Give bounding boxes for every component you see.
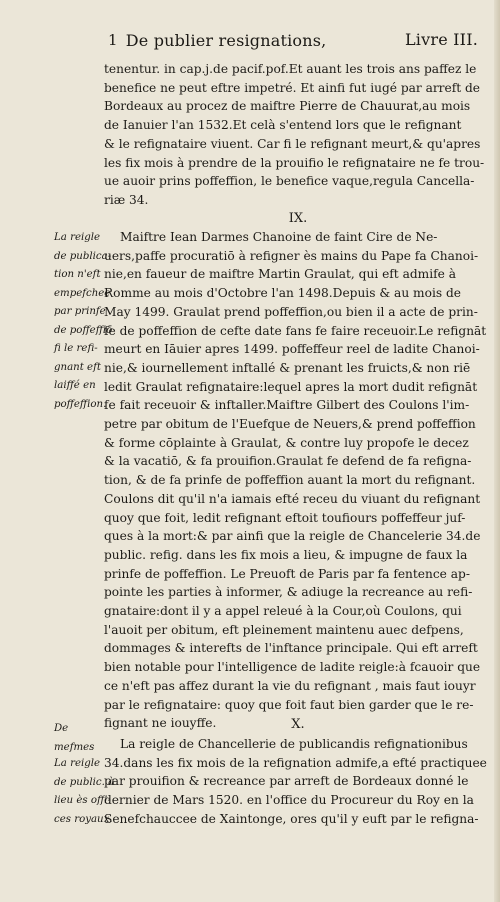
margin-note-line: gnant eft xyxy=(54,361,101,373)
margin-note-ix xyxy=(54,229,113,414)
text-line: May 1499. Graulat prend poffeffion,ou bien il a acte de prin- xyxy=(104,304,478,319)
text-line: nie,en faueur de maiftre Martin Graulat, qui eft admife à xyxy=(104,267,456,282)
section-number-ix: IX. xyxy=(288,211,308,226)
margin-note-line: poffeffion. xyxy=(54,398,107,410)
running-title: De publier resignations, xyxy=(125,31,327,50)
text-line: riæ 34. xyxy=(104,192,149,207)
text-line: pointe les parties à informer, & adiuge la recreance au refi- xyxy=(104,585,473,600)
margin-note-line: La reigle xyxy=(54,232,101,243)
book-number: Livre III. xyxy=(404,30,478,49)
text-line: fignant ne iouyffe. xyxy=(104,716,217,731)
text-line: La reigle de Chancellerie de publicandis refignationibus xyxy=(120,737,468,751)
text-line: petre par obitum de l'Euefque de Neuers,& prend poffeffion xyxy=(104,417,476,432)
margin-note-line: empefchee xyxy=(54,287,111,299)
section-number-x: X. xyxy=(291,717,305,732)
text-line: tenentur. in cap.j.de pacif.pof.Et auant les trois ans paffez le xyxy=(104,62,477,76)
margin-note-line: lieu ès offi- xyxy=(54,795,111,806)
text-line: l'auoit per obitum, eft pleinement maintenu auec defpens, xyxy=(104,622,464,637)
margin-note-line: fi le refi- xyxy=(54,343,98,354)
text-line: par le refignataire: quoy que foit faut bien garder que le re- xyxy=(104,697,474,712)
text-line: ledit Graulat refignataire:lequel apres la mort dudit refignāt xyxy=(104,379,478,394)
text-block-continuation xyxy=(104,60,492,210)
text-line: fe de poffeffion de cefte date fans fe faire receuoir.Le refignāt xyxy=(104,323,487,338)
text-line: tion, & de fa prinfe de poffeffion auant la mort du refignant. xyxy=(104,473,476,488)
text-block-section-ix xyxy=(104,228,492,733)
text-line: gnataire:dont il y a appel releué à la Cour,où Coulons, qui xyxy=(104,604,462,619)
text-block-section-x xyxy=(104,735,492,829)
text-line: & forme cōplainte à Graulat, & contre luy propofe le decez xyxy=(104,435,469,450)
margin-note-line: La reigle xyxy=(54,758,101,769)
header-left xyxy=(108,31,326,50)
text-line: Romme au mois d'Octobre l'an 1498.Depuis & au mois de xyxy=(104,286,461,301)
text-line: ques à la mort:& par ainfi que la reigle de Chancelerie 34.de xyxy=(104,529,481,544)
text-line: uers,paffe procuratiō à refigner ès mains du Pape fa Chanoi- xyxy=(104,248,479,263)
margin-note-line: ces royaux. xyxy=(54,813,113,825)
margin-note-line: laiffé en xyxy=(54,380,96,391)
text-line: nie,& iournellement inftallé & prenant les fruicts,& non riē xyxy=(104,360,471,375)
text-line: bien notable pour l'intelligence de ladite reigle:à fcauoir que xyxy=(104,660,481,675)
folio-number: 1 xyxy=(108,31,118,49)
margin-note-line: par prinfe xyxy=(54,306,106,317)
text-line: ce n'eft pas affez durant la vie du refignant , mais faut iouyr xyxy=(104,678,476,693)
text-line: Maiftre Iean Darmes Chanoine de faint Cire de Ne- xyxy=(120,230,438,244)
text-line: dernier de Mars 1520. en l'office du Procureur du Roy en la xyxy=(104,793,474,808)
margin-note-line: tion n'eft xyxy=(54,269,101,280)
text-line: ue auoir prins poffeffion, le benefice vaque,regula Cancella- xyxy=(104,174,475,189)
text-line: Senefchauccee de Xaintonge, ores qu'il y euft par le refigna- xyxy=(104,811,479,826)
margin-note-line: de poffeffiō xyxy=(54,324,113,336)
text-line: prinfe de poffeffion. Le Preuoft de Paris par fa fentence ap- xyxy=(104,566,470,581)
margin-note-line: de publica- xyxy=(54,250,112,262)
text-line: public. refig. dans les fix mois a lieu, & impugne de faux la xyxy=(104,547,468,562)
text-line: & la vacatiō, & fa prouifion.Graulat fe defend de fa refigna- xyxy=(104,454,472,469)
running-header xyxy=(108,30,478,50)
text-line: dommages & interefts de l'inftance principale. Qui eft arreft xyxy=(104,641,478,656)
text-line: fe fait receuoir & inftaller.Maiftre Gilbert des Coulons l'im- xyxy=(104,398,470,413)
text-line: benefice ne peut eftre impetré. Et ainfi fut iugé par arreft de xyxy=(104,80,481,95)
text-line: & le refignataire viuent. Car fi le refignant meurt,& qu'apres xyxy=(104,136,481,151)
text-line: 34.dans les fix mois de la refignation admife,a efté practiquee xyxy=(104,755,487,770)
page-edge-shadow xyxy=(494,0,500,902)
text-line: Coulons dit qu'il n'a iamais efté receu du viuant du refignant xyxy=(104,491,481,506)
text-line: quoy que foit, ledit refignant eftoit toufiours poffeffeur juf- xyxy=(104,510,466,525)
margin-note-line: de public. à xyxy=(54,776,115,788)
text-line: par prouifion & recreance par arreft de Bordeaux donné le xyxy=(104,774,469,789)
text-line: de Ianuier l'an 1532.Et celà s'entend lors que le refignant xyxy=(104,118,462,133)
margin-note-x xyxy=(54,755,115,829)
text-line: Bordeaux au procez de maiftre Pierre de Chauurat,au mois xyxy=(104,99,471,114)
text-line: les fix mois à prendre de la prouifio le refignataire ne fe trou- xyxy=(104,155,485,170)
margin-heading-x: De mefmes xyxy=(54,723,95,753)
text-line: meurt en Iāuier apres 1499. poffeffeur reel de ladite Chanoi- xyxy=(104,342,480,357)
